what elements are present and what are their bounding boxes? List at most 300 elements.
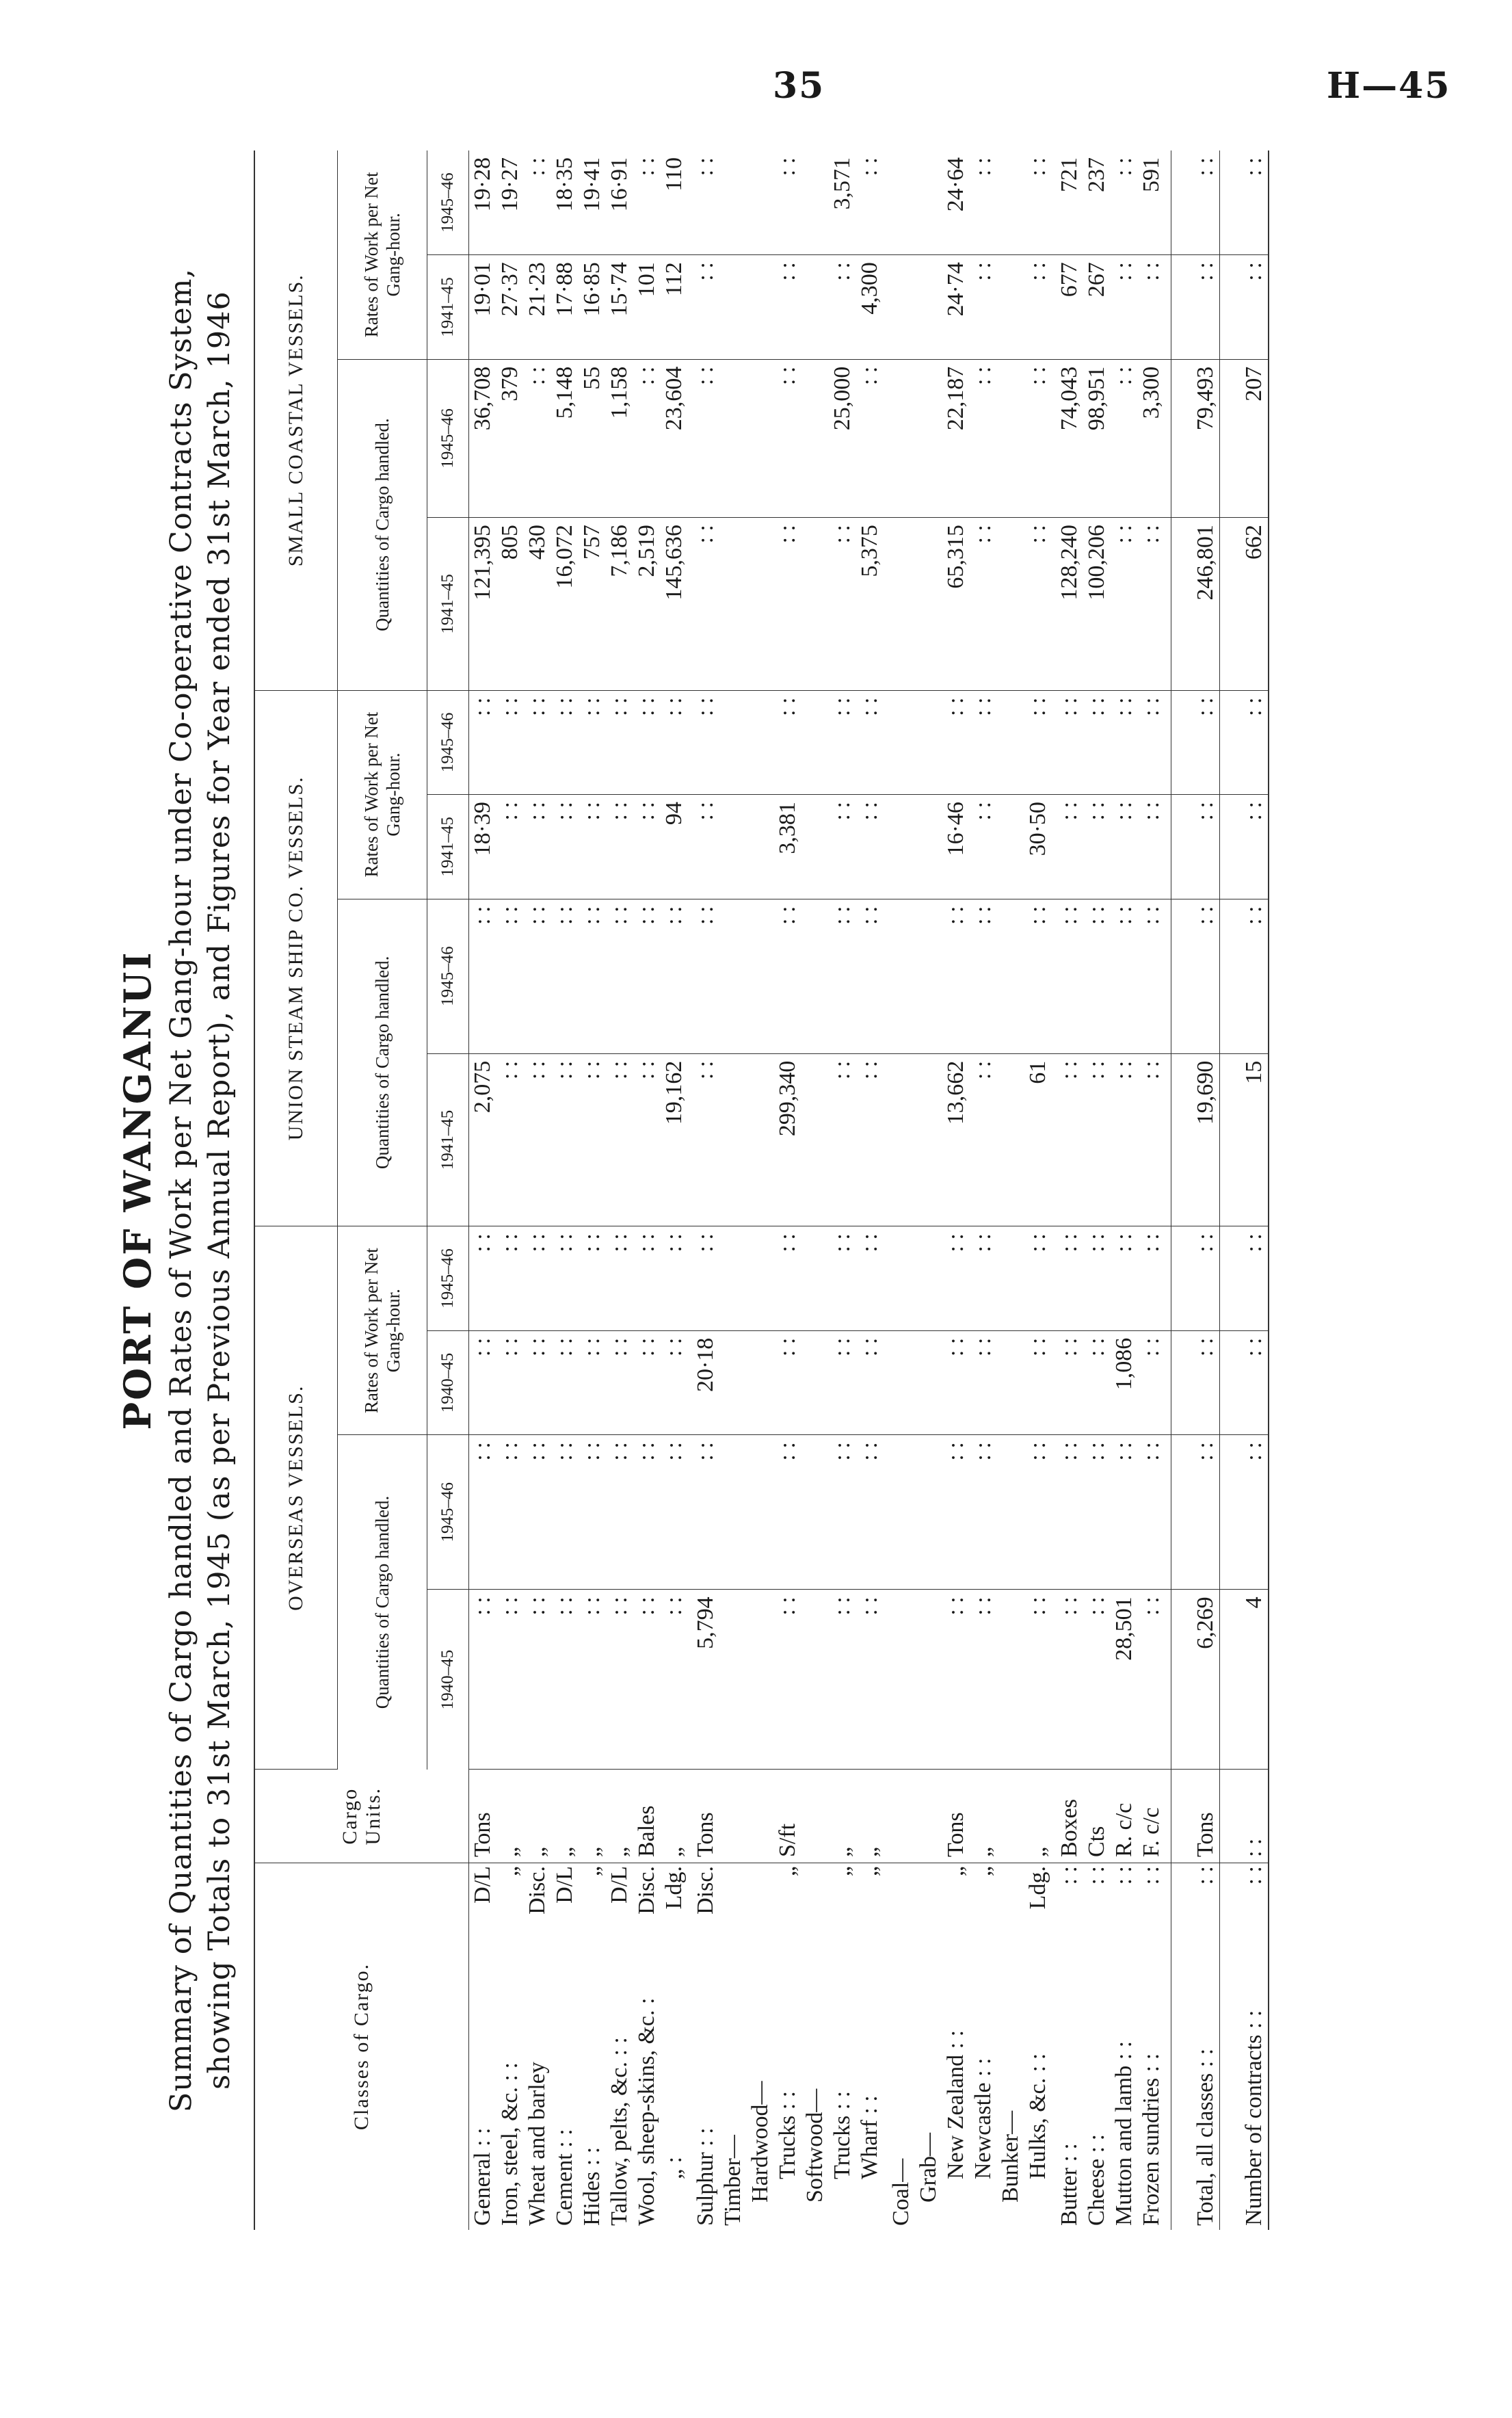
table-cell: 19·27 <box>496 150 524 255</box>
table-cell: : : <box>829 795 856 899</box>
table-cell <box>747 1053 774 1226</box>
table-cell: : : <box>829 899 856 1053</box>
table-cell <box>719 1053 747 1226</box>
table-cell: : : <box>774 150 801 255</box>
header-year: 1941–45 <box>427 1053 469 1226</box>
cargo-class-label: Butter <box>1057 2168 1082 2226</box>
cargo-qualifier: : : <box>1111 1866 1137 1885</box>
table-cell: : : <box>1024 150 1052 255</box>
table-cell: : : <box>551 1053 579 1226</box>
table-cell: : : <box>606 1330 633 1435</box>
table-cell: 19,690 <box>1171 1053 1220 1226</box>
table-cell: : : <box>579 795 606 899</box>
table-cell: : : <box>1111 1435 1138 1590</box>
table-cell: 18·35 <box>551 150 579 255</box>
leader-dots: : : <box>970 2058 996 2077</box>
cargo-class-cell <box>579 1863 606 2230</box>
table-cell: 16,072 <box>551 518 579 690</box>
cargo-qualifier: D/L <box>552 1866 577 1904</box>
table-cell: : : <box>829 1330 856 1435</box>
table-cell: : : <box>496 1226 524 1331</box>
table-cell: 128,240 <box>1052 518 1083 690</box>
cargo-unit-cell: Cts <box>1083 1770 1111 1863</box>
table-cell: : : <box>970 359 997 517</box>
table-cell <box>884 255 915 360</box>
table-cell: 15·74 <box>606 255 633 360</box>
table-cell: 15 <box>1220 1053 1269 1226</box>
cargo-unit-cell: „ <box>856 1770 884 1863</box>
table-row <box>1024 150 1052 2230</box>
cargo-unit-cell: „ <box>606 1770 633 1863</box>
table-cell: : : <box>633 1435 661 1590</box>
table-cell: 19,162 <box>661 1053 688 1226</box>
table-cell: : : <box>579 1590 606 1770</box>
table-cell: : : <box>1138 690 1171 795</box>
table-cell <box>997 1435 1024 1590</box>
table-cell: : : <box>496 1590 524 1770</box>
table-cell: : : <box>524 150 551 255</box>
cargo-unit-cell <box>915 1770 942 1863</box>
table-cell <box>719 1330 747 1435</box>
table-cell: : : <box>1083 1435 1111 1590</box>
table-cell: : : <box>1138 1330 1171 1435</box>
cargo-class-cell <box>633 1863 661 2230</box>
table-cell: : : <box>496 1435 524 1590</box>
table-cell: 18·39 <box>469 795 497 899</box>
table-cell <box>884 359 915 517</box>
cargo-class-label: Wheat and barley <box>525 2062 550 2226</box>
table-cell: : : <box>551 899 579 1053</box>
table-cell: : : <box>579 1226 606 1331</box>
table-cell: : : <box>1052 1330 1083 1435</box>
table-cell <box>747 518 774 690</box>
cargo-class-cell <box>1083 1863 1111 2230</box>
table-cell: 121,395 <box>469 518 497 690</box>
header-overseas-rates: Rates of Work per Net Gang-hour. <box>338 1226 427 1435</box>
table-cell: : : <box>856 795 884 899</box>
table-cell: 145,636 <box>661 518 688 690</box>
cargo-qualifier: D/L <box>470 1866 495 1904</box>
table-row <box>970 150 997 2230</box>
cargo-class-cell <box>915 1863 942 2230</box>
cargo-unit-cell: Boxes <box>1052 1770 1083 1863</box>
cargo-qualifier: : : <box>1193 1866 1218 1885</box>
cargo-unit-cell <box>719 1770 747 1863</box>
table-cell: : : <box>970 1330 997 1435</box>
table-cell: : : <box>633 1226 661 1331</box>
table-row <box>801 150 829 2230</box>
cargo-class-label: Coal— <box>888 2158 914 2226</box>
table-cell: 246,801 <box>1171 518 1220 690</box>
table-cell: 21·23 <box>524 255 551 360</box>
table-cell <box>801 690 829 795</box>
table-cell <box>915 518 942 690</box>
table-cell <box>801 899 829 1053</box>
cargo-unit-cell: „ <box>524 1770 551 1863</box>
table-cell: : : <box>469 899 497 1053</box>
cargo-class-label: Mutton and lamb <box>1111 2065 1137 2226</box>
header-union-quantities: Quantities of Cargo handled. <box>338 899 427 1226</box>
cargo-qualifier: „ <box>497 1866 522 1877</box>
cargo-unit-cell: Bales <box>633 1770 661 1863</box>
table-cell: 757 <box>579 518 606 690</box>
table-cell <box>719 1590 747 1770</box>
table-cell: : : <box>1220 1435 1269 1590</box>
header-coastal-rates: Rates of Work per Net Gang-hour. <box>338 150 427 359</box>
table-cell: : : <box>1052 1053 1083 1226</box>
table-cell <box>719 690 747 795</box>
table-cell: 55 <box>579 359 606 517</box>
table-cell: : : <box>688 255 719 360</box>
table-cell: 16·46 <box>942 795 970 899</box>
table-cell: : : <box>1138 795 1171 899</box>
table-cell: 22,187 <box>942 359 970 517</box>
cargo-qualifier: : : <box>1241 1866 1266 1885</box>
cargo-class-label: General <box>470 2152 495 2226</box>
header-small-coastal: SMALL COASTAL VESSELS. <box>254 150 338 690</box>
cargo-class-label: Sulphur <box>693 2152 718 2226</box>
table-cell <box>747 690 774 795</box>
table-cell: : : <box>633 1330 661 1435</box>
leader-dots: : : <box>857 2095 882 2114</box>
table-cell: : : <box>1111 795 1138 899</box>
table-cell: : : <box>496 899 524 1053</box>
table-cell <box>915 1590 942 1770</box>
table-cell: 237 <box>1083 150 1111 255</box>
rotated-page-content <box>113 150 1392 2230</box>
table-cell: : : <box>1111 1053 1138 1226</box>
table-cell: : : <box>579 1435 606 1590</box>
table-cell: 677 <box>1052 255 1083 360</box>
table-cell: : : <box>1171 255 1220 360</box>
table-cell: : : <box>688 150 719 255</box>
table-cell <box>801 1330 829 1435</box>
cargo-class-cell <box>801 1863 829 2230</box>
table-cell: : : <box>1220 150 1269 255</box>
header-year: 1940–45 <box>427 1590 469 1770</box>
table-cell: : : <box>1220 690 1269 795</box>
cargo-unit-cell: R. c/c <box>1111 1770 1138 1863</box>
cargo-class-label: Iron, steel, &c. <box>497 2087 522 2226</box>
cargo-unit-cell: F. c/c <box>1138 1770 1171 1863</box>
table-cell <box>997 1226 1024 1331</box>
leader-dots: : : <box>830 2090 855 2110</box>
table-cell: : : <box>1083 1053 1111 1226</box>
table-cell: : : <box>496 795 524 899</box>
table-cell: : : <box>1220 795 1269 899</box>
table-cell: : : <box>1111 518 1138 690</box>
table-cell: : : <box>1083 1330 1111 1435</box>
table-cell: 805 <box>496 518 524 690</box>
leader-dots: : : <box>943 2029 968 2049</box>
table-cell: : : <box>579 690 606 795</box>
table-cell <box>997 359 1024 517</box>
table-row <box>606 150 633 2230</box>
cargo-qualifier: „ <box>970 1866 996 1877</box>
table-cell: : : <box>661 1330 688 1435</box>
table-cell <box>884 518 915 690</box>
table-cell: 2,075 <box>469 1053 497 1226</box>
table-cell: 591 <box>1138 150 1171 255</box>
table-cell: : : <box>469 1590 497 1770</box>
table-cell: : : <box>551 795 579 899</box>
table-cell: : : <box>524 899 551 1053</box>
table-cell: : : <box>524 1053 551 1226</box>
table-cell: : : <box>1024 1226 1052 1331</box>
header-year: 1945–46 <box>427 359 469 517</box>
table-cell <box>997 518 1024 690</box>
table-cell: 1,086 <box>1111 1330 1138 1435</box>
table-row <box>579 150 606 2230</box>
cargo-unit-cell <box>747 1770 774 1863</box>
table-cell: : : <box>1024 1435 1052 1590</box>
table-row <box>496 150 524 2230</box>
cargo-class-label: Tallow, pelts, &c. <box>607 2062 632 2226</box>
table-cell: 36,708 <box>469 359 497 517</box>
table-cell: : : <box>1024 899 1052 1053</box>
table-cell: : : <box>524 795 551 899</box>
cargo-unit-cell: „ <box>496 1770 524 1863</box>
table-cell: : : <box>579 1053 606 1226</box>
table-cell: : : <box>688 1226 719 1331</box>
table-cell: : : <box>856 899 884 1053</box>
cargo-class-label: Cheese <box>1084 2158 1109 2226</box>
table-cell <box>915 690 942 795</box>
table-cell <box>747 359 774 517</box>
table-cell <box>747 150 774 255</box>
cargo-class-cell <box>551 1863 579 2230</box>
table-row <box>915 150 942 2230</box>
leader-dots: : : <box>1193 2048 1218 2068</box>
table-cell: : : <box>688 899 719 1053</box>
table-cell: : : <box>1083 1226 1111 1331</box>
table-cell <box>801 359 829 517</box>
table-cell: : : <box>774 1590 801 1770</box>
table-cell: : : <box>606 1435 633 1590</box>
table-cell <box>915 1330 942 1435</box>
table-cell: 13,662 <box>942 1053 970 1226</box>
table-cell: 23,604 <box>661 359 688 517</box>
cargo-unit-cell <box>997 1770 1024 1863</box>
table-cell <box>997 1590 1024 1770</box>
document-reference: H—45 <box>1327 65 1451 107</box>
cargo-class-cell <box>661 1863 688 2230</box>
table-cell <box>997 150 1024 255</box>
table-cell: : : <box>1138 1053 1171 1226</box>
cargo-class-cell <box>997 1863 1024 2230</box>
table-cell <box>997 255 1024 360</box>
table-cell <box>997 690 1024 795</box>
table-cell: : : <box>633 1590 661 1770</box>
table-cell: 110 <box>661 150 688 255</box>
table-cell: 25,000 <box>829 359 856 517</box>
table-cell: 6,269 <box>1171 1590 1220 1770</box>
table-cell: : : <box>1220 1226 1269 1331</box>
table-cell: : : <box>551 1435 579 1590</box>
header-year: 1945–46 <box>427 690 469 795</box>
table-cell: : : <box>1111 690 1138 795</box>
cargo-qualifier: „ <box>579 1866 605 1877</box>
table-cell: : : <box>661 1226 688 1331</box>
table-cell: 299,340 <box>774 1053 801 1226</box>
table-cell: 207 <box>1220 359 1269 517</box>
table-cell <box>719 359 747 517</box>
leader-dots: : : <box>1084 2133 1109 2153</box>
table-cell: : : <box>1138 899 1171 1053</box>
cargo-class-cell <box>1138 1863 1171 2230</box>
table-cell: 65,315 <box>942 518 970 690</box>
table-cell: 101 <box>633 255 661 360</box>
table-cell: : : <box>661 1435 688 1590</box>
table-cell <box>884 1435 915 1590</box>
header-year: 1945–46 <box>427 1226 469 1331</box>
table-cell <box>884 795 915 899</box>
cargo-class-cell <box>856 1863 884 2230</box>
leader-dots: : : <box>775 2090 800 2110</box>
cargo-class-label: Trucks <box>830 2115 855 2179</box>
table-cell: : : <box>1111 899 1138 1053</box>
table-row <box>1083 150 1111 2230</box>
leader-dots: : : <box>579 2146 605 2166</box>
cargo-class-label: Softwood— <box>802 2088 827 2203</box>
header-year: 1941–45 <box>427 255 469 360</box>
cargo-class-label: New Zealand <box>943 2054 968 2179</box>
cargo-unit-cell <box>884 1770 915 1863</box>
table-cell <box>719 150 747 255</box>
table-cell: 61 <box>1024 1053 1052 1226</box>
table-cell: 430 <box>524 518 551 690</box>
page-number: 35 <box>773 65 825 107</box>
cargo-unit-cell: „ <box>661 1770 688 1863</box>
table-cell: : : <box>524 1330 551 1435</box>
cargo-summary-table <box>254 150 1269 2230</box>
table-cell: : : <box>829 1226 856 1331</box>
table-cell: : : <box>1138 518 1171 690</box>
table-cell: : : <box>633 795 661 899</box>
table-body <box>469 150 1269 2230</box>
cargo-class-cell <box>688 1863 719 2230</box>
leader-dots: : : <box>607 2037 632 2056</box>
cargo-unit-cell: : : <box>1220 1770 1269 1863</box>
table-cell: : : <box>1171 1330 1220 1435</box>
table-cell: : : <box>1220 1330 1269 1435</box>
table-cell <box>801 1435 829 1590</box>
table-cell: 4,300 <box>856 255 884 360</box>
table-cell: : : <box>1083 795 1111 899</box>
table-row <box>1111 150 1138 2230</box>
table-cell: 662 <box>1220 518 1269 690</box>
table-cell: 267 <box>1083 255 1111 360</box>
cargo-class-cell <box>1111 1863 1138 2230</box>
table-cell <box>747 1590 774 1770</box>
table-cell: 27·37 <box>496 255 524 360</box>
header-coastal-quantities: Quantities of Cargo handled. <box>338 359 427 690</box>
table-cell: : : <box>942 899 970 1053</box>
cargo-unit-cell: Tons <box>942 1770 970 1863</box>
table-row <box>1220 150 1269 2230</box>
table-cell <box>719 1435 747 1590</box>
table-cell: : : <box>1111 1226 1138 1331</box>
table-cell <box>801 518 829 690</box>
table-row <box>551 150 579 2230</box>
header-year: 1945–46 <box>427 899 469 1053</box>
table-row <box>997 150 1024 2230</box>
table-cell: 16·85 <box>579 255 606 360</box>
table-cell: : : <box>469 1330 497 1435</box>
table-cell: : : <box>856 359 884 517</box>
table-row <box>829 150 856 2230</box>
subtitle-line-1: Summary of Quantities of Cargo handled and Rates of Work per Net Gang-hour under Co-operative Contracts System, <box>164 267 198 2113</box>
table-cell: : : <box>524 1590 551 1770</box>
table-cell: : : <box>606 899 633 1053</box>
cargo-unit-cell <box>801 1770 829 1863</box>
cargo-qualifier: : : <box>1084 1866 1109 1885</box>
table-cell: : : <box>774 1435 801 1590</box>
table-cell: : : <box>829 690 856 795</box>
cargo-unit-cell: S/ft <box>774 1770 801 1863</box>
table-cell: : : <box>1024 255 1052 360</box>
table-cell: : : <box>970 518 997 690</box>
table-cell <box>719 795 747 899</box>
cargo-class-label: Cement <box>552 2153 577 2226</box>
table-cell: : : <box>1083 899 1111 1053</box>
cargo-class-cell <box>606 1863 633 2230</box>
table-cell: : : <box>942 1590 970 1770</box>
table-cell: : : <box>829 255 856 360</box>
table-row <box>524 150 551 2230</box>
table-row <box>942 150 970 2230</box>
header-union-steam-ship: UNION STEAM SHIP CO. VESSELS. <box>254 690 338 1226</box>
table-cell: : : <box>606 1590 633 1770</box>
cargo-class-label: „ <box>661 2168 687 2179</box>
table-row <box>469 150 497 2230</box>
table-cell: 24·74 <box>942 255 970 360</box>
table-cell: : : <box>774 690 801 795</box>
cargo-class-label: Frozen sundries <box>1139 2077 1164 2226</box>
cargo-unit-cell: Tons <box>688 1770 719 1863</box>
table-cell: 20·18 <box>688 1330 719 1435</box>
table-cell: : : <box>1171 795 1220 899</box>
table-cell <box>884 1330 915 1435</box>
leader-dots: : : <box>693 2127 718 2146</box>
table-cell: : : <box>688 359 719 517</box>
cargo-class-label: Newcastle <box>970 2082 996 2179</box>
table-cell <box>801 1590 829 1770</box>
table-row <box>884 150 915 2230</box>
table-cell: : : <box>1171 899 1220 1053</box>
cargo-qualifier: : : <box>1139 1866 1164 1885</box>
table-cell: : : <box>829 518 856 690</box>
leader-dots: : <box>661 2156 687 2164</box>
table-cell: 5,375 <box>856 518 884 690</box>
table-cell: : : <box>856 1053 884 1226</box>
leader-dots: : : <box>1241 2010 1266 2029</box>
table-cell <box>915 899 942 1053</box>
table-cell <box>801 255 829 360</box>
table-cell <box>747 1330 774 1435</box>
table-cell: : : <box>970 1590 997 1770</box>
cargo-unit-cell: Tons <box>1171 1770 1220 1863</box>
table-cell: : : <box>579 1330 606 1435</box>
table-cell: : : <box>774 899 801 1053</box>
table-cell: : : <box>1138 255 1171 360</box>
table-cell <box>915 150 942 255</box>
header-union-rates: Rates of Work per Net Gang-hour. <box>338 690 427 899</box>
leader-dots: : : <box>1025 2053 1050 2073</box>
cargo-qualifier: Ldg. <box>1025 1866 1050 1910</box>
table-cell: : : <box>579 899 606 1053</box>
cargo-class-label: Trucks <box>775 2115 800 2179</box>
